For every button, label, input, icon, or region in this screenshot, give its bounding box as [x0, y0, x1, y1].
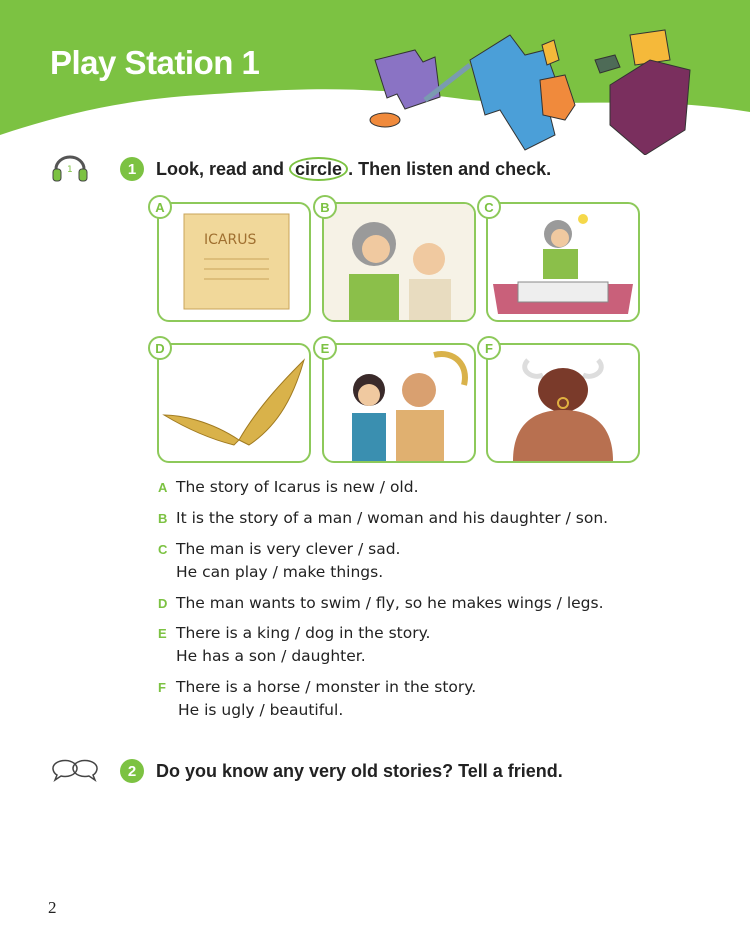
picture-panel-f — [486, 343, 640, 463]
man-drawing-illustration — [488, 204, 638, 320]
wings-illustration — [159, 345, 309, 461]
king-and-daughter-illustration — [324, 345, 474, 461]
scroll-illustration — [159, 204, 309, 320]
panel-letter-c: C — [477, 195, 501, 219]
minotaur-illustration — [488, 345, 638, 461]
speech-bubbles-icon — [50, 759, 100, 783]
man-and-son-illustration — [324, 204, 474, 320]
circled-word: circle — [289, 157, 348, 181]
puzzle-pieces-illustration — [360, 25, 700, 155]
picture-panel-b — [322, 202, 476, 322]
picture-panel-c — [486, 202, 640, 322]
picture-panel-e — [322, 343, 476, 463]
exercise-number: 1 — [120, 157, 144, 181]
panel-letter-f: F — [477, 336, 501, 360]
sentence-c: C The man is very clever / sad. He can play / make things. — [158, 540, 401, 581]
headphones-icon[interactable] — [50, 155, 90, 183]
picture-panel-a — [157, 202, 311, 322]
exercise-number: 2 — [120, 759, 144, 783]
picture-panel-d — [157, 343, 311, 463]
exercise-instruction: Look, read and circle . Then listen and check. — [156, 158, 552, 179]
sentence-f: F There is a horse / monster in the story. He is ugly / beautiful. — [158, 678, 477, 719]
exercise-instruction: Do you know any very old stories? Tell a friend. — [156, 760, 563, 781]
sentence-a: A The story of Icarus is new / old. — [158, 478, 419, 496]
sentence-d: D The man wants to swim / fly, so he makes wings / legs. — [158, 594, 604, 612]
svg-text:ICARUS: ICARUS — [204, 232, 257, 248]
sentence-e: E There is a king / dog in the story. He has a son / daughter. — [158, 624, 431, 665]
sentence-b: B It is the story of a man / woman and his daughter / son. — [158, 509, 609, 527]
panel-letter-b: B — [313, 195, 337, 219]
panel-letter-d: D — [148, 336, 172, 360]
svg-text:1: 1 — [67, 165, 73, 175]
page-number: 2 — [48, 898, 57, 917]
panel-letter-e: E — [313, 336, 337, 360]
panel-letter-a: A — [148, 195, 172, 219]
exercise-1-heading — [50, 155, 551, 183]
exercise-2-heading — [50, 759, 563, 783]
page-title: Play Station 1 — [50, 44, 260, 81]
